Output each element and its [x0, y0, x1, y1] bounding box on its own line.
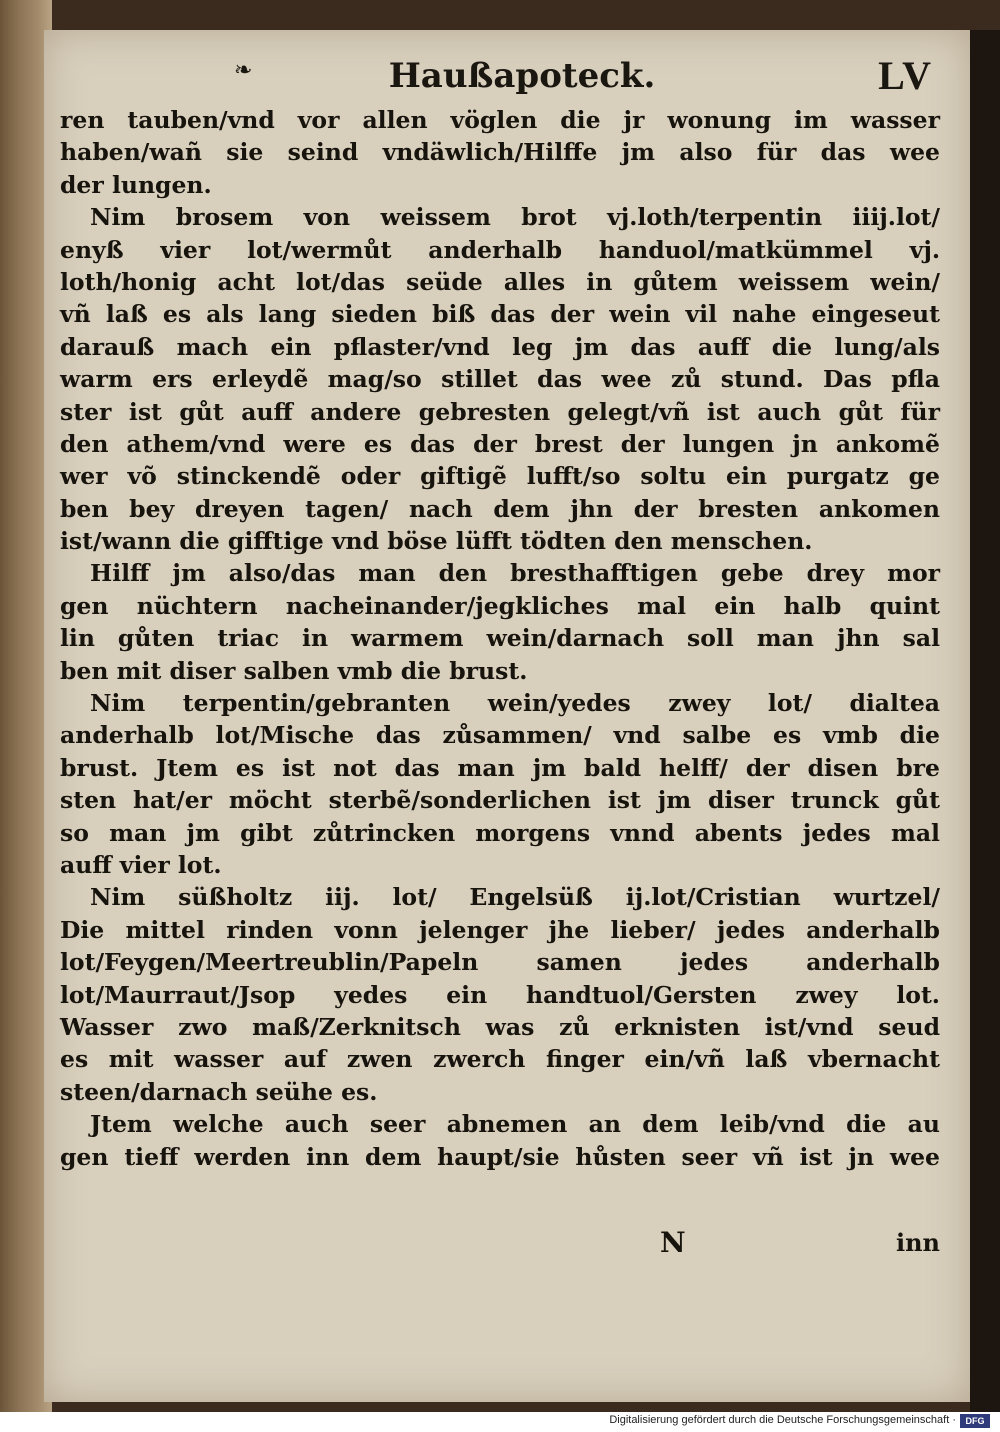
text-line: haben/wañ sie seind vndäwlich/Hilffe jm also für das wee: [60, 138, 940, 167]
text-line: ben bey dreyen tagen/ nach dem jhn der bresten ankomen: [60, 494, 940, 523]
text-line: der lungen.: [60, 170, 212, 199]
catchword-line: [60, 1226, 940, 1266]
text-line: auff vier lot.: [60, 850, 222, 879]
text-line: lin gůten triac in warmem wein/darnach soll man jhn sal: [60, 624, 940, 653]
folio-number: LV: [878, 53, 932, 98]
text-line: enyß vier lot/wermůt anderhalb handuol/matkümmel vj.: [60, 235, 940, 264]
text-line: lot/Maurraut/Jsop yedes ein handtuol/Gersten zwey lot.: [60, 980, 940, 1009]
text-line: gen tieff werden inn dem haupt/sie hůsten seer vñ ist jn wee: [60, 1142, 940, 1171]
text-line: ist/wann die gifftige vnd böse lüfft tödten den menschen.: [60, 527, 813, 556]
text-line: brust. Jtem es ist not das man jm bald helff/ der disen bre: [60, 753, 940, 782]
text-line: gen nüchtern nacheinander/jegkliches mal ein halb quint: [60, 591, 940, 620]
text-line: lot/Feygen/Meertreublin/Papeln samen jedes anderhalb: [60, 948, 940, 977]
book-page: [44, 30, 970, 1402]
digitization-footer: [0, 1412, 1000, 1432]
text-line: wer võ stinckendẽ oder giftigẽ lufft/so soltu ein purgatz ge: [60, 462, 940, 491]
text-line: den athem/vnd were es das der brest der lungen jn ankomẽ: [60, 429, 940, 458]
catchword: inn: [895, 1228, 940, 1257]
text-line: loth/honig acht lot/das seüde alles in gůtem weissem wein/: [60, 267, 940, 296]
page-header: [104, 52, 940, 112]
text-line: Nim süßholtz iij. lot/ Engelsüß ij.lot/Cristian wurtzel/: [90, 883, 940, 912]
text-line: Hilff jm also/das man den bresthafftigen gebe drey mor: [90, 559, 940, 588]
text-line: vñ laß es als lang sieden biß das der wein vil nahe eingeseut: [60, 300, 940, 329]
text-line: so man jm gibt zůtrincken morgens vnnd abents jedes mal: [60, 818, 940, 847]
text-line: anderhalb lot/Mische das zůsammen/ vnd salbe es vmb die: [60, 721, 940, 750]
signature-mark: N: [660, 1226, 686, 1259]
text-line: darauß mach ein pflaster/vnd leg jm das auff die lung/als: [60, 332, 940, 361]
text-line: Die mittel rinden vonn jelenger jhe lieber/ jedes anderhalb: [60, 915, 940, 944]
ornament-mark: ❧: [234, 58, 253, 83]
dfg-logo: DFG: [960, 1414, 990, 1428]
page-edge: [970, 30, 1000, 1412]
funding-credit: Digitalisierung gefördert durch die Deutsche Forschungsgemeinschaft ·: [609, 1414, 956, 1426]
text-line: ren tauben/vnd vor allen vöglen die jr wonung im wasser: [60, 106, 940, 134]
text-line: Nim terpentin/gebranten wein/yedes zwey lot/ dialtea: [90, 689, 940, 718]
text-line: warm ers erleydẽ mag/so stillet das wee zů stund. Das pfla: [60, 365, 940, 394]
text-line: Jtem welche auch seer abnemen an dem leib/vnd die au: [90, 1110, 940, 1139]
text-line: ben mit diser salben vmb die brust.: [60, 656, 528, 685]
text-block: [60, 104, 940, 1173]
text-line: ster ist gůt auff andere gebresten gelegt/vñ ist auch gůt für: [60, 397, 940, 426]
text-line: es mit wasser auf zwen zwerch finger ein/vñ laß vbernacht: [60, 1045, 940, 1074]
text-line: steen/darnach seühe es.: [60, 1077, 378, 1106]
text-line: sten hat/er möcht sterbẽ/sonderlichen ist jm diser trunck gůt: [60, 786, 940, 815]
text-line: Wasser zwo maß/Zerknitsch was zů erknisten ist/vnd seud: [60, 1012, 940, 1041]
running-head: Haußapoteck.: [388, 56, 656, 96]
text-line: Nim brosem von weissem brot vj.loth/terpentin iiij.lot/: [90, 203, 940, 232]
